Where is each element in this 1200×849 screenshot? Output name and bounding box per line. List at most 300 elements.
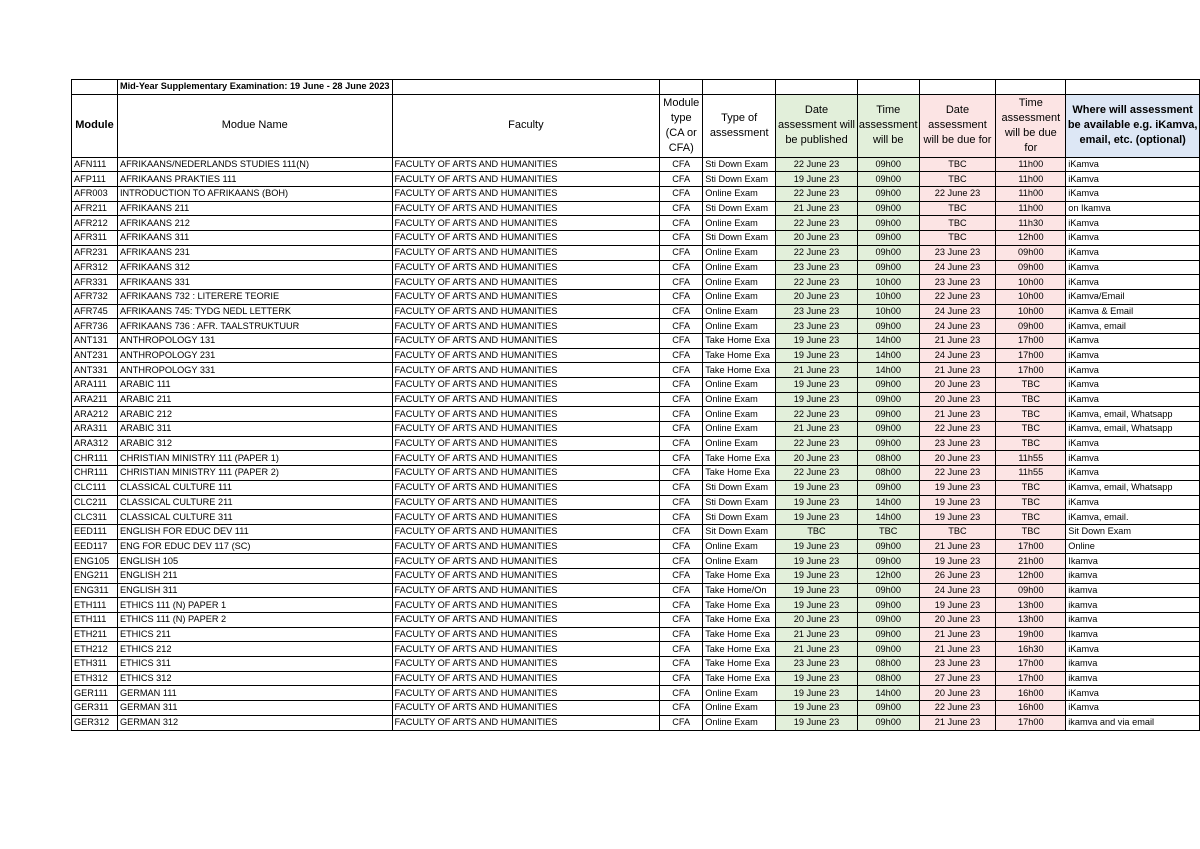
- assessment-type-cell: Online Exam: [703, 187, 776, 202]
- faculty-cell: FACULTY OF ARTS AND HUMANITIES: [392, 451, 660, 466]
- faculty-cell: FACULTY OF ARTS AND HUMANITIES: [392, 260, 660, 275]
- module-name-cell: ETHICS 212: [117, 642, 392, 657]
- time-due-cell: 17h00: [996, 671, 1066, 686]
- faculty-cell: FACULTY OF ARTS AND HUMANITIES: [392, 187, 660, 202]
- date-published-cell: 20 June 23: [776, 451, 858, 466]
- module-code-cell: ETH212: [72, 642, 118, 657]
- date-published-cell: 21 June 23: [776, 201, 858, 216]
- faculty-cell: FACULTY OF ARTS AND HUMANITIES: [392, 275, 660, 290]
- date-published-cell: 19 June 23: [776, 495, 858, 510]
- date-due-cell: 21 June 23: [919, 333, 996, 348]
- table-row: [72, 583, 1200, 598]
- module-type-cell: CFA: [660, 231, 703, 246]
- date-due-cell: 22 June 23: [919, 466, 996, 481]
- module-code-cell: ARA311: [72, 422, 118, 437]
- faculty-cell: FACULTY OF ARTS AND HUMANITIES: [392, 422, 660, 437]
- module-type-cell: CFA: [660, 495, 703, 510]
- table-row: [72, 466, 1200, 481]
- header-time-published: Time assessment will be: [857, 94, 919, 157]
- module-name-cell: GERMAN 111: [117, 686, 392, 701]
- assessment-type-cell: Online Exam: [703, 260, 776, 275]
- date-published-cell: 19 June 23: [776, 715, 858, 730]
- date-published-cell: 22 June 23: [776, 275, 858, 290]
- time-published-cell: 09h00: [857, 627, 919, 642]
- header-faculty: Faculty: [392, 94, 660, 157]
- blank-cell: [72, 80, 118, 95]
- assessment-type-cell: Sti Down Exam: [703, 495, 776, 510]
- faculty-cell: FACULTY OF ARTS AND HUMANITIES: [392, 407, 660, 422]
- date-due-cell: 20 June 23: [919, 392, 996, 407]
- assessment-type-cell: Online Exam: [703, 554, 776, 569]
- module-code-cell: ETH111: [72, 613, 118, 628]
- availability-cell: iKamva: [1066, 231, 1200, 246]
- module-name-cell: ETHICS 111 (N) PAPER 2: [117, 613, 392, 628]
- availability-cell: iKamva: [1066, 436, 1200, 451]
- module-name-cell: ETHICS 211: [117, 627, 392, 642]
- module-type-cell: CFA: [660, 378, 703, 393]
- module-code-cell: ARA111: [72, 378, 118, 393]
- module-name-cell: CHRISTIAN MINISTRY 111 (PAPER 1): [117, 451, 392, 466]
- date-due-cell: 20 June 23: [919, 378, 996, 393]
- assessment-type-cell: Take Home Exa: [703, 627, 776, 642]
- date-published-cell: 20 June 23: [776, 231, 858, 246]
- module-code-cell: ETH111: [72, 598, 118, 613]
- assessment-type-cell: Sti Down Exam: [703, 172, 776, 187]
- date-published-cell: 19 June 23: [776, 554, 858, 569]
- faculty-cell: FACULTY OF ARTS AND HUMANITIES: [392, 613, 660, 628]
- date-due-cell: TBC: [919, 201, 996, 216]
- date-due-cell: 21 June 23: [919, 407, 996, 422]
- module-code-cell: AFR003: [72, 187, 118, 202]
- faculty-cell: FACULTY OF ARTS AND HUMANITIES: [392, 627, 660, 642]
- table-row: [72, 686, 1200, 701]
- time-published-cell: 14h00: [857, 686, 919, 701]
- module-code-cell: AFR231: [72, 245, 118, 260]
- table-row: [72, 231, 1200, 246]
- faculty-cell: FACULTY OF ARTS AND HUMANITIES: [392, 333, 660, 348]
- time-published-cell: 08h00: [857, 466, 919, 481]
- faculty-cell: FACULTY OF ARTS AND HUMANITIES: [392, 216, 660, 231]
- module-code-cell: ARA211: [72, 392, 118, 407]
- module-name-cell: ETHICS 312: [117, 671, 392, 686]
- module-code-cell: AFR745: [72, 304, 118, 319]
- assessment-type-cell: Take Home Exa: [703, 333, 776, 348]
- time-published-cell: 09h00: [857, 407, 919, 422]
- header-date-due: Date assessment will be due for: [919, 94, 996, 157]
- assessment-type-cell: Online Exam: [703, 304, 776, 319]
- assessment-type-cell: Take Home Exa: [703, 613, 776, 628]
- faculty-cell: FACULTY OF ARTS AND HUMANITIES: [392, 568, 660, 583]
- module-name-cell: CHRISTIAN MINISTRY 111 (PAPER 2): [117, 466, 392, 481]
- time-due-cell: 10h00: [996, 289, 1066, 304]
- assessment-type-cell: Sti Down Exam: [703, 201, 776, 216]
- time-published-cell: 09h00: [857, 436, 919, 451]
- exam-schedule-table: [71, 79, 1200, 731]
- time-due-cell: 09h00: [996, 583, 1066, 598]
- table-row: [72, 613, 1200, 628]
- date-due-cell: 19 June 23: [919, 510, 996, 525]
- module-type-cell: CFA: [660, 245, 703, 260]
- date-published-cell: 19 June 23: [776, 392, 858, 407]
- time-due-cell: TBC: [996, 392, 1066, 407]
- time-published-cell: 09h00: [857, 231, 919, 246]
- blank-cell: [996, 80, 1066, 95]
- assessment-type-cell: Take Home Exa: [703, 363, 776, 378]
- date-due-cell: 19 June 23: [919, 598, 996, 613]
- time-due-cell: 11h55: [996, 466, 1066, 481]
- date-due-cell: 21 June 23: [919, 627, 996, 642]
- faculty-cell: FACULTY OF ARTS AND HUMANITIES: [392, 245, 660, 260]
- module-name-cell: ARABIC 211: [117, 392, 392, 407]
- date-due-cell: 23 June 23: [919, 436, 996, 451]
- time-published-cell: 08h00: [857, 657, 919, 672]
- table-row: [72, 568, 1200, 583]
- assessment-type-cell: Take Home Exa: [703, 451, 776, 466]
- header-module-name: Modue Name: [117, 94, 392, 157]
- date-published-cell: 19 June 23: [776, 568, 858, 583]
- time-published-cell: 09h00: [857, 583, 919, 598]
- date-published-cell: 19 June 23: [776, 333, 858, 348]
- table-row: [72, 524, 1200, 539]
- assessment-type-cell: Sti Down Exam: [703, 480, 776, 495]
- blank-cell: [703, 80, 776, 95]
- module-type-cell: CFA: [660, 304, 703, 319]
- availability-cell: iKamva: [1066, 348, 1200, 363]
- module-type-cell: CFA: [660, 701, 703, 716]
- module-name-cell: AFRIKAANS 736 : AFR. TAALSTRUKTUUR: [117, 319, 392, 334]
- table-row: [72, 392, 1200, 407]
- faculty-cell: FACULTY OF ARTS AND HUMANITIES: [392, 172, 660, 187]
- availability-cell: iKamva: [1066, 701, 1200, 716]
- availability-cell: iKamva: [1066, 495, 1200, 510]
- date-due-cell: 26 June 23: [919, 568, 996, 583]
- faculty-cell: FACULTY OF ARTS AND HUMANITIES: [392, 642, 660, 657]
- module-type-cell: CFA: [660, 642, 703, 657]
- faculty-cell: FACULTY OF ARTS AND HUMANITIES: [392, 657, 660, 672]
- time-published-cell: 09h00: [857, 378, 919, 393]
- module-name-cell: ARABIC 111: [117, 378, 392, 393]
- date-due-cell: 24 June 23: [919, 583, 996, 598]
- module-type-cell: CFA: [660, 657, 703, 672]
- module-type-cell: CFA: [660, 275, 703, 290]
- assessment-type-cell: Online Exam: [703, 392, 776, 407]
- availability-cell: iKamva: [1066, 260, 1200, 275]
- time-due-cell: 17h00: [996, 715, 1066, 730]
- module-name-cell: AFRIKAANS 212: [117, 216, 392, 231]
- date-published-cell: 22 June 23: [776, 466, 858, 481]
- date-due-cell: 24 June 23: [919, 319, 996, 334]
- time-published-cell: 09h00: [857, 260, 919, 275]
- blank-cell: [392, 80, 660, 95]
- assessment-type-cell: Online Exam: [703, 289, 776, 304]
- date-published-cell: 19 June 23: [776, 671, 858, 686]
- module-name-cell: ANTHROPOLOGY 231: [117, 348, 392, 363]
- time-published-cell: 09h00: [857, 422, 919, 437]
- date-published-cell: 21 June 23: [776, 422, 858, 437]
- assessment-type-cell: Sit Down Exam: [703, 524, 776, 539]
- module-code-cell: ARA312: [72, 436, 118, 451]
- module-type-cell: CFA: [660, 598, 703, 613]
- time-due-cell: 09h00: [996, 245, 1066, 260]
- table-row: [72, 275, 1200, 290]
- assessment-type-cell: Online Exam: [703, 436, 776, 451]
- blank-cell: [776, 80, 858, 95]
- time-due-cell: 16h00: [996, 686, 1066, 701]
- faculty-cell: FACULTY OF ARTS AND HUMANITIES: [392, 539, 660, 554]
- date-due-cell: 19 June 23: [919, 554, 996, 569]
- availability-cell: ikamva: [1066, 598, 1200, 613]
- module-name-cell: AFRIKAANS PRAKTIES 111: [117, 172, 392, 187]
- module-code-cell: AFR211: [72, 201, 118, 216]
- module-code-cell: CLC211: [72, 495, 118, 510]
- availability-cell: ikamva: [1066, 583, 1200, 598]
- time-published-cell: 14h00: [857, 348, 919, 363]
- date-published-cell: 23 June 23: [776, 304, 858, 319]
- module-type-cell: CFA: [660, 392, 703, 407]
- time-published-cell: 09h00: [857, 554, 919, 569]
- module-name-cell: ANTHROPOLOGY 331: [117, 363, 392, 378]
- time-published-cell: 09h00: [857, 187, 919, 202]
- faculty-cell: FACULTY OF ARTS AND HUMANITIES: [392, 671, 660, 686]
- module-name-cell: CLASSICAL CULTURE 111: [117, 480, 392, 495]
- table-row: [72, 627, 1200, 642]
- availability-cell: iKamva: [1066, 275, 1200, 290]
- availability-cell: iKamva: [1066, 686, 1200, 701]
- module-code-cell: AFR732: [72, 289, 118, 304]
- availability-cell: iKamva: [1066, 187, 1200, 202]
- date-due-cell: 19 June 23: [919, 480, 996, 495]
- time-due-cell: TBC: [996, 378, 1066, 393]
- availability-cell: ikamva: [1066, 671, 1200, 686]
- faculty-cell: FACULTY OF ARTS AND HUMANITIES: [392, 554, 660, 569]
- date-due-cell: 23 June 23: [919, 245, 996, 260]
- time-published-cell: 09h00: [857, 598, 919, 613]
- date-due-cell: 27 June 23: [919, 671, 996, 686]
- table-row: [72, 201, 1200, 216]
- time-due-cell: 09h00: [996, 319, 1066, 334]
- assessment-type-cell: Take Home Exa: [703, 598, 776, 613]
- availability-cell: iKamva, email.: [1066, 510, 1200, 525]
- module-code-cell: CHR111: [72, 466, 118, 481]
- faculty-cell: FACULTY OF ARTS AND HUMANITIES: [392, 231, 660, 246]
- table-row: [72, 701, 1200, 716]
- table-row: [72, 539, 1200, 554]
- module-type-cell: CFA: [660, 466, 703, 481]
- date-due-cell: 24 June 23: [919, 260, 996, 275]
- date-due-cell: 20 June 23: [919, 686, 996, 701]
- table-row: [72, 422, 1200, 437]
- time-published-cell: 08h00: [857, 451, 919, 466]
- module-code-cell: AFR311: [72, 231, 118, 246]
- table-row: [72, 363, 1200, 378]
- date-published-cell: 19 June 23: [776, 480, 858, 495]
- header-module-type: Module type (CA or CFA): [660, 94, 703, 157]
- faculty-cell: FACULTY OF ARTS AND HUMANITIES: [392, 378, 660, 393]
- date-published-cell: 19 June 23: [776, 583, 858, 598]
- table-row: [72, 216, 1200, 231]
- faculty-cell: FACULTY OF ARTS AND HUMANITIES: [392, 392, 660, 407]
- assessment-type-cell: Take Home/On: [703, 583, 776, 598]
- module-name-cell: AFRIKAANS 231: [117, 245, 392, 260]
- time-published-cell: 09h00: [857, 642, 919, 657]
- module-code-cell: AFR736: [72, 319, 118, 334]
- module-type-cell: CFA: [660, 510, 703, 525]
- module-type-cell: CFA: [660, 480, 703, 495]
- availability-cell: iKamva, email, Whatsapp: [1066, 480, 1200, 495]
- module-code-cell: GER311: [72, 701, 118, 716]
- availability-cell: Online: [1066, 539, 1200, 554]
- module-type-cell: CFA: [660, 187, 703, 202]
- module-code-cell: AFR312: [72, 260, 118, 275]
- table-row: [72, 495, 1200, 510]
- date-due-cell: 20 June 23: [919, 451, 996, 466]
- availability-cell: iKamva: [1066, 466, 1200, 481]
- table-row: [72, 319, 1200, 334]
- header-assessment-type: Type of assessment: [703, 94, 776, 157]
- time-due-cell: 09h00: [996, 260, 1066, 275]
- assessment-type-cell: Online Exam: [703, 701, 776, 716]
- time-published-cell: 09h00: [857, 539, 919, 554]
- module-type-cell: CFA: [660, 260, 703, 275]
- date-due-cell: 22 June 23: [919, 187, 996, 202]
- module-type-cell: CFA: [660, 348, 703, 363]
- table-row: [72, 378, 1200, 393]
- availability-cell: iKamva: [1066, 172, 1200, 187]
- date-published-cell: 19 June 23: [776, 701, 858, 716]
- table-row: [72, 289, 1200, 304]
- time-due-cell: 11h30: [996, 216, 1066, 231]
- time-published-cell: 10h00: [857, 275, 919, 290]
- header-row: [72, 94, 1200, 157]
- faculty-cell: FACULTY OF ARTS AND HUMANITIES: [392, 363, 660, 378]
- module-type-cell: CFA: [660, 407, 703, 422]
- module-type-cell: CFA: [660, 715, 703, 730]
- time-due-cell: 17h00: [996, 539, 1066, 554]
- module-type-cell: CFA: [660, 319, 703, 334]
- module-name-cell: ENGLISH 211: [117, 568, 392, 583]
- table-row: [72, 172, 1200, 187]
- time-due-cell: 12h00: [996, 231, 1066, 246]
- time-due-cell: TBC: [996, 436, 1066, 451]
- availability-cell: iKamva: [1066, 333, 1200, 348]
- faculty-cell: FACULTY OF ARTS AND HUMANITIES: [392, 201, 660, 216]
- assessment-type-cell: Sti Down Exam: [703, 510, 776, 525]
- module-type-cell: CFA: [660, 568, 703, 583]
- time-published-cell: TBC: [857, 524, 919, 539]
- module-code-cell: ANT131: [72, 333, 118, 348]
- date-published-cell: 22 June 23: [776, 245, 858, 260]
- time-published-cell: 10h00: [857, 289, 919, 304]
- time-published-cell: 09h00: [857, 319, 919, 334]
- table-row: [72, 407, 1200, 422]
- module-code-cell: ETH211: [72, 627, 118, 642]
- module-type-cell: CFA: [660, 627, 703, 642]
- time-due-cell: 10h00: [996, 304, 1066, 319]
- module-name-cell: ENGLISH FOR EDUC DEV 111: [117, 524, 392, 539]
- time-published-cell: 14h00: [857, 333, 919, 348]
- module-code-cell: GER312: [72, 715, 118, 730]
- time-due-cell: TBC: [996, 480, 1066, 495]
- availability-cell: iKamva: [1066, 363, 1200, 378]
- availability-cell: iKamva: [1066, 392, 1200, 407]
- module-name-cell: AFRIKAANS/NEDERLANDS STUDIES 111(N): [117, 157, 392, 172]
- module-type-cell: CFA: [660, 686, 703, 701]
- module-code-cell: ARA212: [72, 407, 118, 422]
- module-type-cell: CFA: [660, 289, 703, 304]
- date-published-cell: 19 June 23: [776, 378, 858, 393]
- module-type-cell: CFA: [660, 583, 703, 598]
- table-row: [72, 348, 1200, 363]
- table-row: [72, 510, 1200, 525]
- availability-cell: iKamva: [1066, 451, 1200, 466]
- module-name-cell: ETHICS 111 (N) PAPER 1: [117, 598, 392, 613]
- assessment-type-cell: Take Home Exa: [703, 568, 776, 583]
- time-published-cell: 10h00: [857, 304, 919, 319]
- page-title: Mid-Year Supplementary Examination: 19 June - 28 June 2023: [117, 80, 392, 95]
- time-due-cell: 17h00: [996, 363, 1066, 378]
- date-due-cell: 21 June 23: [919, 539, 996, 554]
- time-due-cell: 17h00: [996, 348, 1066, 363]
- module-code-cell: AFR331: [72, 275, 118, 290]
- module-name-cell: AFRIKAANS 312: [117, 260, 392, 275]
- module-code-cell: AFR212: [72, 216, 118, 231]
- time-due-cell: 13h00: [996, 613, 1066, 628]
- time-due-cell: 17h00: [996, 333, 1066, 348]
- module-name-cell: GERMAN 311: [117, 701, 392, 716]
- assessment-type-cell: Take Home Exa: [703, 348, 776, 363]
- faculty-cell: FACULTY OF ARTS AND HUMANITIES: [392, 524, 660, 539]
- faculty-cell: FACULTY OF ARTS AND HUMANITIES: [392, 157, 660, 172]
- module-code-cell: ENG311: [72, 583, 118, 598]
- time-published-cell: 09h00: [857, 157, 919, 172]
- assessment-type-cell: Online Exam: [703, 275, 776, 290]
- availability-cell: iKamva, email, Whatsapp: [1066, 407, 1200, 422]
- faculty-cell: FACULTY OF ARTS AND HUMANITIES: [392, 715, 660, 730]
- table-row: [72, 304, 1200, 319]
- date-published-cell: 19 June 23: [776, 510, 858, 525]
- availability-cell: iKamva, email: [1066, 319, 1200, 334]
- faculty-cell: FACULTY OF ARTS AND HUMANITIES: [392, 510, 660, 525]
- faculty-cell: FACULTY OF ARTS AND HUMANITIES: [392, 583, 660, 598]
- module-name-cell: AFRIKAANS 732 : LITERERE TEORIE: [117, 289, 392, 304]
- date-due-cell: 19 June 23: [919, 495, 996, 510]
- time-published-cell: 14h00: [857, 495, 919, 510]
- time-due-cell: 21h00: [996, 554, 1066, 569]
- time-due-cell: 11h00: [996, 172, 1066, 187]
- assessment-type-cell: Take Home Exa: [703, 466, 776, 481]
- module-code-cell: ETH311: [72, 657, 118, 672]
- header-module: Module: [72, 94, 118, 157]
- module-type-cell: CFA: [660, 554, 703, 569]
- module-name-cell: AFRIKAANS 311: [117, 231, 392, 246]
- date-published-cell: 23 June 23: [776, 319, 858, 334]
- module-name-cell: CLASSICAL CULTURE 211: [117, 495, 392, 510]
- date-due-cell: TBC: [919, 216, 996, 231]
- module-name-cell: AFRIKAANS 331: [117, 275, 392, 290]
- time-published-cell: 09h00: [857, 172, 919, 187]
- date-published-cell: 22 June 23: [776, 407, 858, 422]
- date-due-cell: 21 June 23: [919, 363, 996, 378]
- module-type-cell: CFA: [660, 671, 703, 686]
- module-type-cell: CFA: [660, 436, 703, 451]
- table-row: [72, 554, 1200, 569]
- blank-cell: [1066, 80, 1200, 95]
- date-published-cell: 19 June 23: [776, 348, 858, 363]
- date-published-cell: 22 June 23: [776, 436, 858, 451]
- availability-cell: iKamva: [1066, 642, 1200, 657]
- date-published-cell: TBC: [776, 524, 858, 539]
- time-published-cell: 09h00: [857, 613, 919, 628]
